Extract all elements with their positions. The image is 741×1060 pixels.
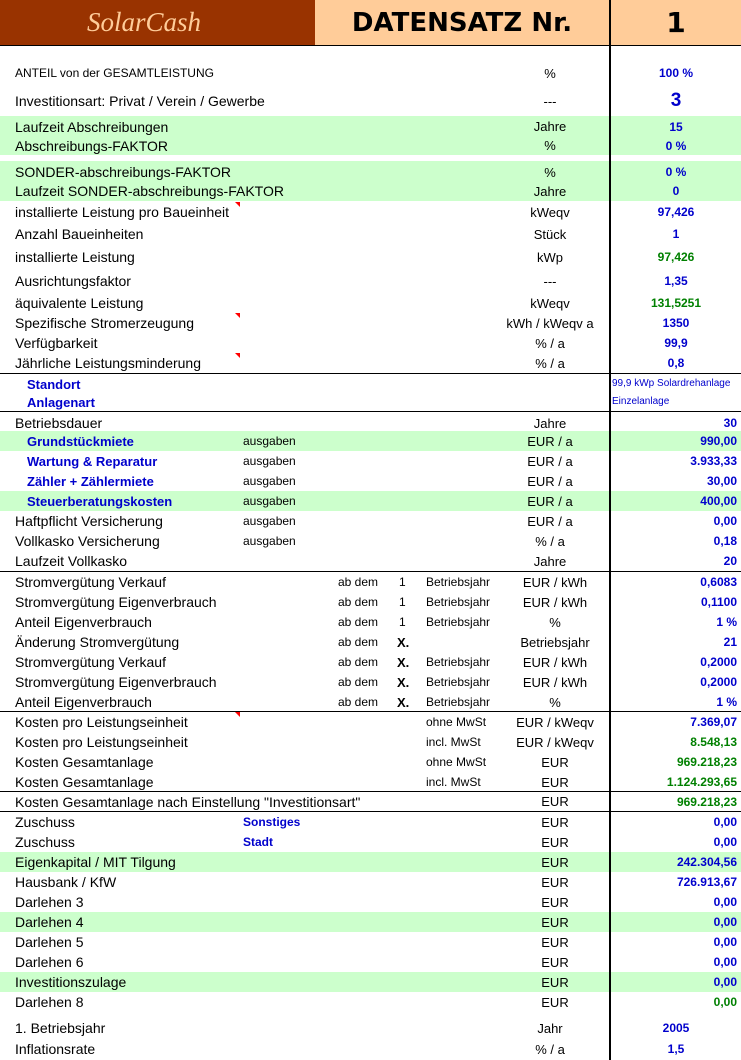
row-unit: --- [543, 273, 557, 289]
row-unit: EUR [541, 854, 569, 870]
row-value-input[interactable]: 726.913,67 [676, 875, 737, 889]
row-value-input[interactable]: 0,1100 [700, 595, 737, 609]
row-extra: ausgaben [243, 454, 296, 468]
row-installierte-leistung [0, 247, 741, 267]
row-value-input[interactable]: 0,00 [713, 835, 737, 849]
row-value: 969.218,23 [676, 794, 737, 809]
row-value-input[interactable]: 0,00 [713, 514, 737, 528]
dataset-title: DATENSATZ Nr. [315, 0, 609, 45]
row-unit: % / a [535, 355, 565, 371]
column-divider [609, 0, 611, 1060]
row-zaehler [0, 471, 741, 491]
row-unit: EUR [541, 754, 569, 770]
row-value-input[interactable]: 0,8 [667, 356, 685, 370]
row-unit: EUR / a [527, 453, 573, 469]
row-kosten-ges-ohne [0, 752, 741, 772]
row-value: 131,5251 [650, 296, 702, 310]
row-label: Verfügbarkeit [15, 335, 98, 351]
row-year-num: X. [397, 654, 410, 670]
row-investitionsart [0, 88, 741, 114]
row-unit: EUR / kWh [522, 654, 588, 670]
row-value-input[interactable]: 0,18 [713, 534, 737, 548]
row-label: 1. Betriebsjahr [15, 1020, 106, 1036]
standort-value-input[interactable]: 99,9 kWp Solardrehanlage [612, 378, 731, 389]
row-value: 1.124.293,65 [666, 775, 737, 789]
section-divider [0, 373, 741, 374]
row-unit: kWeqv [530, 204, 570, 220]
row-label: installierte Leistung [15, 249, 135, 265]
row-label: Stromvergütung Verkauf [15, 654, 166, 670]
row-extra: Sonstiges [243, 815, 301, 829]
row-betriebsjahr: Betriebsjahr [426, 655, 491, 669]
row-unit: EUR / kWh [522, 674, 588, 690]
row-label: Stromvergütung Eigenverbrauch [15, 594, 217, 610]
row-label: Steuerberatungskosten [27, 493, 173, 509]
row-unit: EUR [541, 774, 569, 790]
row-label: Stromvergütung Verkauf [15, 574, 166, 590]
comment-marker-icon[interactable] [235, 313, 240, 318]
row-aenderung [0, 632, 741, 652]
row-label: Anlagenart [27, 394, 95, 410]
row-kosten-nach-einstellung [0, 792, 741, 811]
row-betriebsjahr: Betriebsjahr [426, 675, 491, 689]
row-anteil [0, 62, 741, 84]
comment-marker-icon[interactable] [235, 712, 240, 717]
row-laufzeit-sonder [0, 181, 741, 201]
row-value-input[interactable]: 0,00 [713, 915, 737, 929]
row-value-input[interactable]: 20 [723, 554, 737, 568]
row-steuerberatung [0, 491, 741, 511]
row-laufzeit-abschreibungen [0, 117, 741, 136]
row-label: Betriebsdauer [15, 415, 103, 431]
row-label: Spezifische Stromerzeugung [15, 315, 194, 331]
row-value-input[interactable]: 0,00 [713, 815, 737, 829]
row-value-input[interactable]: 15 [669, 119, 683, 134]
row-value-input[interactable]: 30 [723, 416, 737, 430]
row-investitionszulage [0, 972, 741, 992]
row-sv-eigen-1 [0, 592, 741, 612]
row-kosten-ges-incl [0, 772, 741, 792]
row-label: äquivalente Leistung [15, 295, 144, 311]
row-betriebsjahr: Betriebsjahr [426, 615, 491, 629]
row-value: 0,00 [713, 995, 737, 1009]
row-unit: % [544, 65, 556, 81]
row-value-input[interactable]: 1350 [662, 316, 690, 330]
row-unit: EUR / a [527, 473, 573, 489]
row-unit: % / a [535, 1041, 565, 1057]
row-darlehen-3 [0, 892, 741, 912]
row-mwst: ohne MwSt [426, 755, 487, 769]
row-erstes-betriebsjahr [0, 1018, 741, 1038]
row-year-num: 1 [399, 595, 406, 609]
row-label: Standort [27, 376, 81, 392]
row-kosten-le-incl [0, 732, 741, 752]
row-value-input[interactable]: 1,5 [667, 1042, 685, 1056]
row-value-input[interactable]: 30,00 [706, 474, 737, 488]
row-label: Haftpflicht Versicherung [15, 513, 163, 529]
anlagenart-value-input[interactable]: Einzelanlage [612, 396, 670, 407]
row-label: Grundstückmiete [27, 433, 134, 449]
row-value-input[interactable]: 0 % [665, 138, 687, 153]
row-value-input[interactable]: 100 % [658, 66, 694, 80]
row-mwst: incl. MwSt [426, 735, 481, 749]
section-divider [0, 411, 741, 412]
row-unit: Jahr [537, 1020, 563, 1036]
row-label: Laufzeit Vollkasko [15, 553, 128, 569]
row-unit: % [544, 164, 556, 180]
row-sv-verkauf-1 [0, 572, 741, 592]
row-label: Kosten pro Leistungseinheit [15, 734, 188, 750]
row-value-input[interactable]: 1 % [716, 615, 737, 629]
row-spezifische-stromerzeugung [0, 313, 741, 333]
row-value-input[interactable]: 21 [723, 635, 737, 649]
row-ab-dem: ab dem [338, 695, 379, 709]
row-value-input[interactable]: 1 % [716, 695, 737, 709]
row-label: Zähler + Zählermiete [27, 473, 154, 489]
row-ab-dem: ab dem [338, 635, 379, 649]
comment-marker-icon[interactable] [235, 353, 240, 358]
row-unit: EUR [541, 834, 569, 850]
row-value-input[interactable]: 7.369,07 [690, 715, 737, 729]
row-sonder-faktor [0, 162, 741, 182]
row-value-input[interactable]: 0 % [665, 165, 687, 179]
row-unit: EUR [541, 934, 569, 950]
row-unit: Jahre [533, 183, 567, 199]
row-abschreibungs-faktor [0, 136, 741, 155]
row-label: Anteil Eigenverbrauch [15, 694, 152, 710]
row-label: Zuschuss [15, 814, 75, 830]
row-kosten-le-ohne [0, 712, 741, 732]
row-extra: ausgaben [243, 494, 296, 508]
row-value-input[interactable]: 1,35 [664, 274, 688, 288]
row-betriebsjahr: Betriebsjahr [426, 575, 491, 589]
row-darlehen-8 [0, 992, 741, 1012]
row-unit: --- [543, 93, 557, 109]
row-label: Kosten pro Leistungseinheit [15, 714, 188, 730]
row-label: Ausrichtungsfaktor [15, 273, 131, 289]
row-anteil-eigen-1 [0, 612, 741, 632]
row-value-input[interactable]: 0,00 [713, 955, 737, 969]
row-value-input[interactable]: 0,00 [713, 895, 737, 909]
row-unit: EUR [541, 874, 569, 890]
row-darlehen-6 [0, 952, 741, 972]
row-unit: kWh / kWeqv a [506, 315, 594, 331]
row-value-input[interactable]: 0,00 [713, 975, 737, 989]
row-hausbank [0, 872, 741, 892]
row-value-input[interactable]: 0,6083 [700, 575, 737, 589]
row-label: Darlehen 3 [15, 894, 84, 910]
row-value-input[interactable]: 97,426 [657, 205, 695, 219]
row-anteil-eigen-2 [0, 692, 741, 712]
row-zuschuss-sonstiges [0, 812, 741, 832]
row-label: Anzahl Baueinheiten [15, 226, 144, 242]
row-haftpflicht [0, 511, 741, 531]
row-label: Kosten Gesamtanlage nach Einstellung "Investitionsart" [15, 793, 361, 810]
row-darlehen-5 [0, 932, 741, 952]
row-eigenkapital [0, 852, 741, 872]
row-ab-dem: ab dem [338, 575, 379, 589]
row-unit: Jahre [533, 415, 567, 431]
row-unit: EUR [541, 994, 569, 1010]
row-vollkasko [0, 531, 741, 551]
row-value-input[interactable]: 2005 [662, 1021, 690, 1035]
row-betriebsjahr: Betriebsjahr [426, 695, 491, 709]
row-value: 969.218,23 [676, 755, 737, 769]
row-value-input[interactable]: 990,00 [700, 434, 737, 448]
row-label: Kosten Gesamtanlage [15, 754, 154, 770]
row-value-input[interactable]: 3 [670, 90, 682, 111]
row-value-input[interactable]: 242.304,56 [676, 855, 737, 869]
row-label: Eigenkapital / MIT Tilgung [15, 854, 176, 870]
row-unit: EUR / kWeqv [516, 714, 594, 730]
row-label: Investitionszulage [15, 974, 127, 990]
row-label: Hausbank / KfW [15, 874, 117, 890]
row-unit: Jahre [533, 119, 567, 134]
row-ab-dem: ab dem [338, 615, 379, 629]
dataset-number[interactable]: 1 [611, 0, 741, 45]
row-label: Darlehen 8 [15, 994, 84, 1010]
row-betriebsjahr: Betriebsjahr [426, 595, 491, 609]
row-extra: Stadt [243, 835, 273, 849]
row-unit: EUR [541, 894, 569, 910]
row-leistung-pro-baueinheit [0, 202, 741, 222]
row-label: Darlehen 4 [15, 914, 84, 930]
row-unit: kWeqv [530, 295, 570, 311]
solarcash-logo [0, 0, 315, 45]
row-label: Vollkasko Versicherung [15, 533, 160, 549]
row-unit: % / a [535, 533, 565, 549]
sheet-header [0, 0, 741, 46]
row-aequivalente-leistung [0, 293, 741, 313]
row-sv-eigen-2 [0, 672, 741, 692]
row-extra: ausgaben [243, 514, 296, 528]
row-zuschuss-stadt [0, 832, 741, 852]
row-unit: Stück [533, 226, 567, 242]
row-unit: Jahre [533, 553, 567, 569]
row-wartung [0, 451, 741, 471]
row-unit: EUR [541, 794, 569, 809]
row-value: 97,426 [657, 250, 695, 264]
row-unit: kWp [537, 249, 563, 265]
row-unit: % [549, 614, 561, 630]
row-unit: EUR [541, 974, 569, 990]
row-extra: ausgaben [243, 474, 296, 488]
row-label: Abschreibungs-FAKTOR [15, 137, 169, 154]
row-unit: EUR / a [527, 513, 573, 529]
row-year-num: X. [397, 634, 410, 650]
row-anzahl-baueinheiten [0, 224, 741, 244]
row-unit: Betriebsjahr [520, 634, 590, 650]
row-label: Laufzeit Abschreibungen [15, 118, 169, 135]
row-value-input[interactable]: 400,00 [700, 494, 737, 508]
row-label: ANTEIL von der GESAMTLEISTUNG [15, 66, 214, 80]
row-unit: EUR / a [527, 433, 573, 449]
row-unit: EUR [541, 914, 569, 930]
logo-text: SolarCash [87, 7, 202, 37]
row-value-input[interactable]: 0,2000 [700, 655, 737, 669]
row-label: Wartung & Reparatur [27, 453, 158, 469]
row-value: 8.548,13 [690, 735, 737, 749]
row-betriebsdauer [0, 413, 741, 433]
row-label: installierte Leistung pro Baueinheit [15, 204, 230, 220]
row-label: Kosten Gesamtanlage [15, 774, 154, 790]
row-label: Darlehen 6 [15, 954, 84, 970]
row-mwst: ohne MwSt [426, 715, 487, 729]
row-value-input[interactable]: 0,00 [713, 935, 737, 949]
row-ab-dem: ab dem [338, 655, 379, 669]
row-year-num: 1 [399, 615, 406, 629]
row-unit: EUR [541, 814, 569, 830]
row-value-input[interactable]: 3.933,33 [690, 454, 737, 468]
row-mwst: incl. MwSt [426, 775, 481, 789]
row-leistungsminderung [0, 353, 741, 373]
row-laufzeit-vollkasko [0, 551, 741, 571]
row-label: Investitionsart: Privat / Verein / Gewerbe [15, 93, 265, 109]
row-unit: % / a [535, 335, 565, 351]
row-unit: EUR / a [527, 493, 573, 509]
row-ab-dem: ab dem [338, 675, 379, 689]
row-grundstueckmiete [0, 431, 741, 451]
row-extra: ausgaben [243, 534, 296, 548]
row-value-input[interactable]: 0,2000 [700, 675, 737, 689]
row-value-input[interactable]: 0 [672, 184, 680, 198]
row-label: SONDER-abschreibungs-FAKTOR [15, 164, 232, 180]
row-ausrichtungsfaktor [0, 271, 741, 291]
comment-marker-icon[interactable] [235, 202, 240, 207]
row-label: Änderung Stromvergütung [15, 634, 180, 650]
row-unit: % [544, 138, 556, 153]
row-inflationsrate [0, 1039, 741, 1059]
row-label: Anteil Eigenverbrauch [15, 614, 152, 630]
row-label: Jährliche Leistungsminderung [15, 355, 201, 371]
row-darlehen-4 [0, 912, 741, 932]
row-unit: EUR / kWh [522, 594, 588, 610]
row-extra: ausgaben [243, 434, 296, 448]
row-unit: % [549, 694, 561, 710]
row-label: Zuschuss [15, 834, 75, 850]
row-year-num: X. [397, 674, 410, 690]
row-unit: EUR [541, 954, 569, 970]
row-year-num: 1 [399, 575, 406, 589]
row-value-input[interactable]: 1 [672, 227, 680, 241]
row-label: Laufzeit SONDER-abschreibungs-FAKTOR [15, 183, 284, 199]
row-sv-verkauf-2 [0, 652, 741, 672]
row-value-input[interactable]: 99,9 [664, 336, 688, 350]
row-year-num: X. [397, 694, 410, 710]
row-unit: EUR / kWh [522, 574, 588, 590]
row-label: Stromvergütung Eigenverbrauch [15, 674, 217, 690]
row-ab-dem: ab dem [338, 595, 379, 609]
row-label: Inflationsrate [15, 1041, 96, 1057]
row-verfuegbarkeit [0, 333, 741, 353]
row-label: Darlehen 5 [15, 934, 84, 950]
row-unit: EUR / kWeqv [516, 734, 594, 750]
